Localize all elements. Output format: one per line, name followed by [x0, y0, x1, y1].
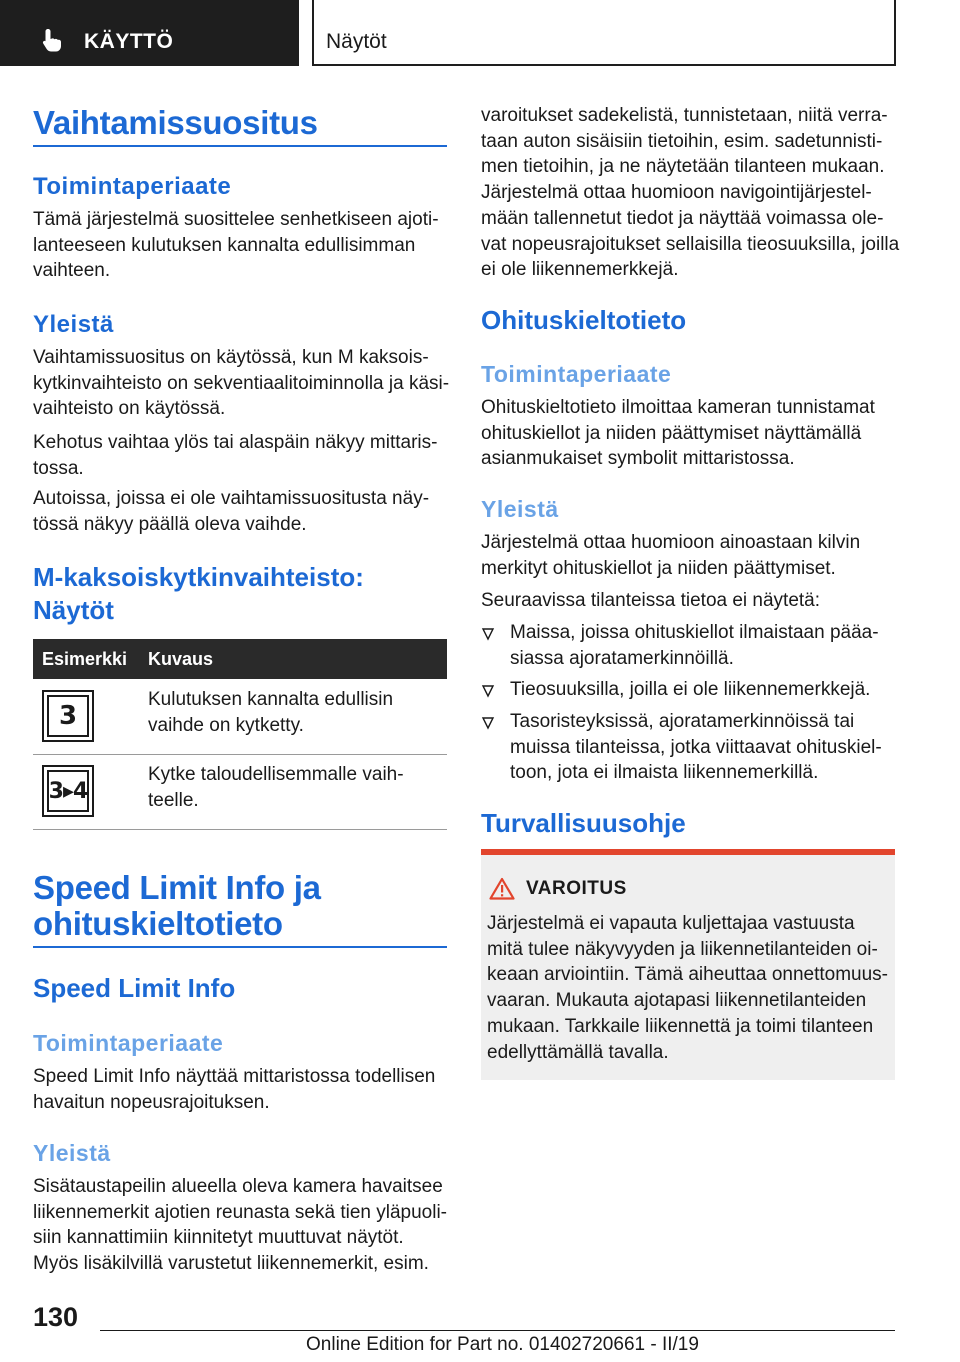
text-line: tossa.	[33, 457, 84, 479]
table-row-desc	[148, 687, 393, 738]
section-title: Näytöt	[326, 30, 387, 53]
text-line: muissa tilanteissa, jotka viittaavat ohituskiel-	[510, 736, 882, 758]
text-line: vaihteisto on käytössä.	[33, 398, 226, 420]
heading-toimintaperiaate: Toimintaperiaate	[33, 173, 232, 200]
text-line: Autoissa, joissa ei ole vaihtamissuositusta näy-	[33, 488, 430, 509]
footer-edition: Online Edition for Part no. 01402720661 - II/19	[306, 1334, 699, 1355]
text-line: merkityt ohituskiellot ja niiden päättymiset.	[481, 557, 836, 579]
text-line: tössä näkyy päällä oleva vaihde.	[33, 513, 307, 535]
text-line: edellyttämällä tavalla.	[487, 1041, 669, 1063]
triangle-bullet-icon	[481, 684, 495, 698]
heading-toimintaperiaate-2: Toimintaperiaate	[33, 1030, 224, 1056]
paragraph-ohitus-1	[481, 395, 875, 472]
title2-rule	[33, 946, 447, 948]
warning-text	[487, 911, 888, 1065]
text-line: Sisätaustapeilin alueella oleva kamera havaitsee	[33, 1176, 443, 1197]
text-line: taan auton sisäisiin tietoihin, esim. sadetunnisti-	[481, 130, 883, 152]
text-line: mään tallennetut tiedot ja näyttää voimassa ole-	[481, 207, 884, 229]
table-row-divider	[33, 754, 447, 755]
paragraph-continuation	[481, 103, 899, 283]
text-line: toon, jota ei ilmaista liikennemerkillä.	[510, 762, 819, 784]
text-line: Järjestelmä ottaa huomioon ainoastaan kilvin	[481, 532, 861, 553]
page-number: 130	[33, 1302, 79, 1332]
heading-line: Näytöt	[33, 595, 114, 625]
list-item	[510, 620, 879, 671]
table-header	[33, 639, 447, 679]
heading-speed-limit-info: Speed Limit Info	[33, 973, 236, 1003]
heading-yleista-2: Yleistä	[33, 1140, 111, 1166]
gear-shift-icon	[42, 765, 94, 817]
text-line: Speed Limit Info näyttää mittaristossa todellisen	[33, 1066, 436, 1087]
hand-pointer-icon	[40, 27, 66, 53]
title-vaihtamissuositus: Vaihtamissuositus	[33, 104, 318, 141]
section-tab	[312, 0, 896, 66]
paragraph-yleista-speed	[33, 1174, 447, 1277]
title-speed-limit-info	[33, 870, 321, 942]
text-line: Tieosuuksilla, joilla ei ole liikennemerkkejä.	[510, 679, 871, 700]
text-line: Tämä järjestelmä suosittelee senhetkiseen ajoti-	[33, 209, 439, 230]
title-line: ohituskieltotieto	[33, 905, 283, 942]
warning-title: VAROITUS	[526, 878, 627, 899]
paragraph-ohitus-2	[481, 530, 860, 581]
text-line: teelle.	[148, 789, 199, 811]
gear-display-icon	[42, 690, 94, 742]
table-bottom-divider	[33, 829, 447, 830]
list-item	[510, 677, 870, 703]
text-line: Kehotus vaihtaa ylös tai alaspäin näkyy mittaris-	[33, 432, 438, 453]
title-line: Speed Limit Info ja	[33, 869, 321, 906]
chapter-tab[interactable]	[0, 0, 299, 66]
paragraph-speed-limit	[33, 1064, 435, 1115]
text-line: Järjestelmä ottaa huomioon navigointijärjestel-	[481, 182, 872, 204]
text-line: havaitun nopeusrajoituksen.	[33, 1091, 270, 1113]
text-line: liikennemerkit ajotien reunasta sekä tien yläpuoli-	[33, 1201, 448, 1223]
col-header-esimerkki: Esimerkki	[42, 649, 128, 669]
paragraph-yleista-2	[33, 430, 437, 481]
heading-line: M-kaksoiskytkinvaihteisto:	[33, 562, 364, 592]
list-item	[510, 709, 882, 786]
text-line: Ohituskieltotieto ilmoittaa kameran tunnistamat	[481, 397, 875, 418]
paragraph-ohitus-3: Seuraavissa tilanteissa tietoa ei näytetä:	[481, 590, 821, 611]
text-line: varoitukset sadekelistä, tunnistetaan, niitä verra-	[481, 105, 888, 126]
text-line: men tietoihin, ja ne näytetään tilanteen mukaan.	[481, 156, 885, 178]
text-line: ohituskiellot ja niiden päättymiset näyttämällä	[481, 422, 862, 444]
text-line: siassa ajoratamerkinnöillä.	[510, 647, 734, 669]
chapter-title: KÄYTTÖ	[84, 30, 174, 53]
text-line: Maissa, joissa ohituskiellot ilmaistaan pääa-	[510, 622, 879, 643]
paragraph-toimintaperiaate	[33, 207, 439, 284]
heading-mkaksoiskytkin	[33, 561, 364, 627]
text-line: vaihde on kytketty.	[148, 714, 304, 736]
paragraph-yleista-1	[33, 345, 449, 422]
text-line: keaan arviointiin. Tämä aiheuttaa onnettomuus-	[487, 964, 889, 986]
col-header-kuvaus: Kuvaus	[148, 649, 214, 669]
text-line: Tasoristeyksissä, ajoratamerkinnöissä tai	[510, 711, 855, 732]
text-line: siin kannattimiin kiinnitetyt muuttuvat näytöt.	[33, 1227, 404, 1249]
text-line: mukaan. Tarkkaile liikennettä ja toimi tilanteen	[487, 1015, 874, 1037]
text-line: Kulutuksen kannalta edullisin	[148, 689, 394, 710]
table-row-desc	[148, 762, 404, 813]
text-line: Myös lisäkilvillä varustetut liikennemerkit, esim.	[33, 1253, 429, 1275]
paragraph-yleista-3	[33, 486, 429, 537]
text-line: vaaran. Mukauta ajotapasi liikennetilanteiden	[487, 990, 867, 1012]
heading-turvallisuusohje: Turvallisuusohje	[481, 808, 686, 838]
gear-symbol: 3	[47, 695, 89, 737]
heading-ohituskieltotieto: Ohituskieltotieto	[481, 305, 687, 335]
warning-triangle-icon	[489, 877, 515, 900]
text-line: Kytke taloudellisemmalle vaih-	[148, 764, 404, 785]
text-line: vat nopeusrajoitukset sellaisilla tieosuuksilla, joilla	[481, 233, 900, 255]
heading-yleista-3: Yleistä	[481, 496, 559, 522]
heading-yleista: Yleistä	[33, 311, 114, 338]
footer-rule	[100, 1330, 895, 1331]
text-line: kytkinvaihteisto on sekventiaalitoiminnolla ja käsi-	[33, 372, 450, 394]
triangle-bullet-icon	[481, 716, 495, 730]
text-line: ei ole liikennemerkkejä.	[481, 259, 679, 281]
text-line: Vaihtamissuositus on käytössä, kun M kaksois-	[33, 347, 429, 368]
text-line: Järjestelmä ei vapauta kuljettajaa vastuusta	[487, 913, 855, 934]
text-line: vaihteen.	[33, 260, 111, 282]
text-line: mitä tulee näkyvyyden ja liikennetilanteiden oi-	[487, 938, 878, 960]
text-line: asianmukaiset symbolit mittaristossa.	[481, 448, 795, 470]
gear-symbol: 3▸4	[47, 770, 89, 812]
heading-toimintaperiaate-3: Toimintaperiaate	[481, 361, 672, 387]
title-rule	[33, 145, 447, 147]
text-line: lanteeseen kulutuksen kannalta edullisimman	[33, 234, 416, 256]
triangle-bullet-icon	[481, 627, 495, 641]
